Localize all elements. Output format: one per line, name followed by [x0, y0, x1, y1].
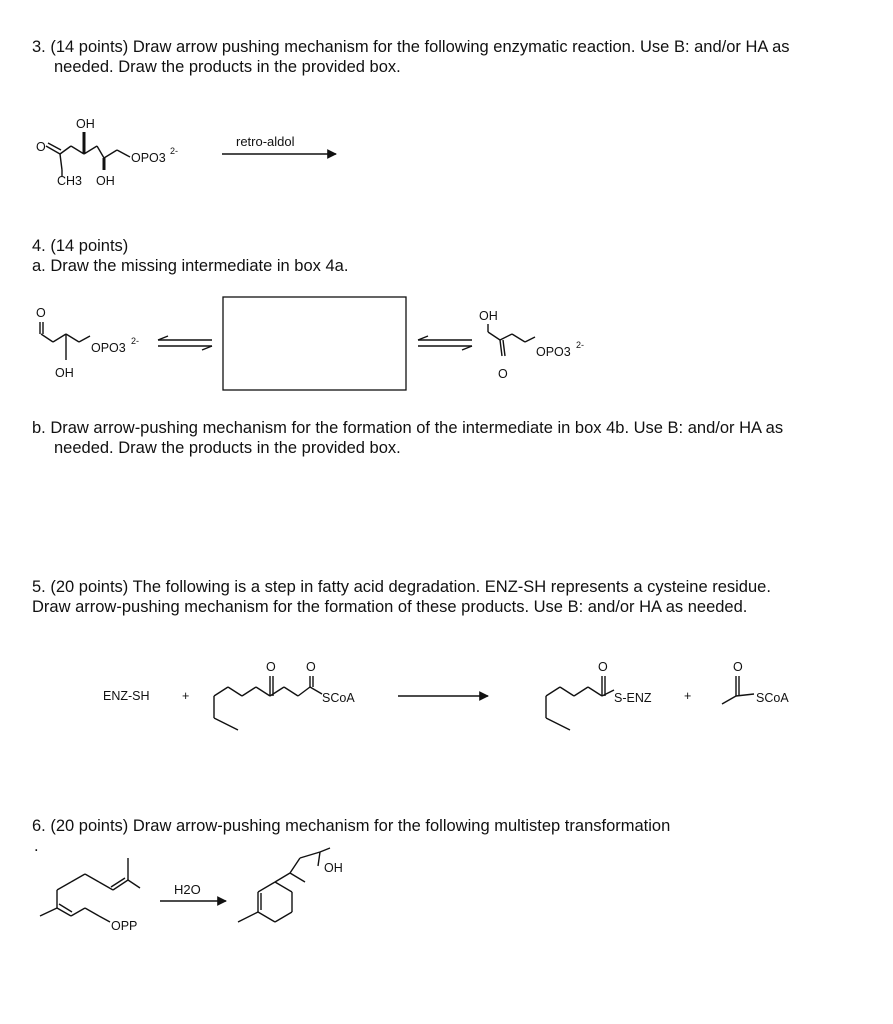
q6-dot: .	[34, 837, 39, 855]
q5-o-1: O	[266, 660, 276, 674]
q3-arrow-label: retro-aldol	[236, 134, 295, 149]
q3-line2: needed. Draw the products in the provided box.	[54, 58, 401, 76]
q4-equilibrium-left	[158, 336, 212, 350]
q3-o-left: O	[36, 140, 46, 154]
q6-oh: OH	[324, 861, 343, 875]
q4-oh-right: OH	[479, 309, 498, 323]
q3-oh-top: OH	[76, 117, 95, 131]
q4-right-structure	[488, 324, 535, 356]
q6-substrate-structure	[40, 858, 140, 922]
q3-substrate-structure	[46, 132, 130, 176]
q3-opo3: OPO3	[131, 151, 166, 165]
q5-plus-2: +	[684, 689, 692, 703]
q3-charge: 2-	[170, 146, 179, 156]
q4-oh-left: OH	[55, 366, 74, 380]
q5-o-2: O	[306, 660, 316, 674]
q3-oh-bottom: OH	[96, 174, 115, 188]
q5-product2-structure	[722, 676, 754, 704]
q4-charge-right: 2-	[576, 340, 585, 350]
q5-s-enz: S-ENZ	[614, 691, 652, 705]
q5-plus-1: +	[182, 689, 190, 703]
q4-opo3-right: OPO3	[536, 345, 571, 359]
q5-reagent: ENZ-SH	[103, 689, 150, 703]
q4a-answer-box[interactable]	[223, 297, 406, 390]
q4-line2: a. Draw the missing intermediate in box 4a.	[32, 257, 349, 275]
q4-equilibrium-right	[418, 336, 472, 350]
q5-scoa-2: SCoA	[756, 691, 789, 705]
q3-line1: 3. (14 points) Draw arrow pushing mechanism for the following enzymatic reaction. Use B: and/or HA as	[32, 38, 790, 56]
q5-scoa-1: SCoA	[322, 691, 355, 705]
q4-line1: 4. (14 points)	[32, 237, 129, 255]
q5-line1: 5. (20 points) The following is a step in fatty acid degradation. ENZ-SH represents a cysteine residue.	[32, 578, 771, 596]
q6-product-structure	[238, 848, 330, 922]
q4-charge-left: 2-	[131, 336, 140, 346]
q6-opp: OPP	[111, 919, 138, 933]
q5-o-3: O	[598, 660, 608, 674]
q6-line1: 6. (20 points) Draw arrow-pushing mechanism for the following multistep transformation	[32, 817, 671, 835]
q4-o-right: O	[498, 367, 508, 381]
q4-opo3-left: OPO3	[91, 341, 126, 355]
q5-substrate-structure	[214, 676, 322, 730]
q6-reagent: H2O	[174, 882, 201, 897]
q5-line2: Draw arrow-pushing mechanism for the formation of these products. Use B: and/or HA as needed.	[32, 598, 748, 616]
q4-o-left: O	[36, 306, 46, 320]
q4b-line1: b. Draw arrow-pushing mechanism for the formation of the intermediate in box 4b. Use B: and/or HA as	[32, 419, 784, 437]
q5-o-4: O	[733, 660, 743, 674]
q3-ch3: CH3	[57, 174, 83, 188]
q5-product1-structure	[546, 676, 614, 730]
q4b-line2: needed. Draw the products in the provided box.	[54, 439, 401, 457]
q4-left-structure	[40, 322, 90, 360]
